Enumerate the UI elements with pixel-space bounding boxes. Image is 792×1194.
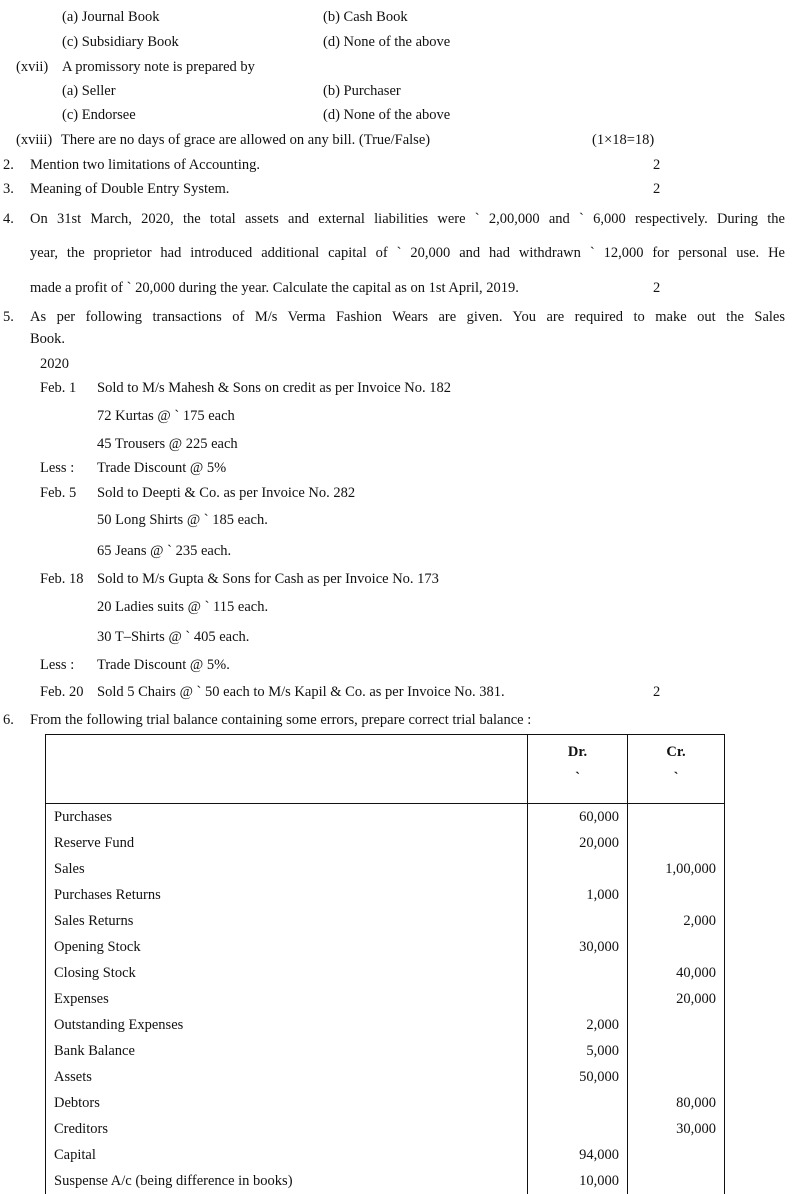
- transactions-year: 2020: [40, 356, 69, 372]
- entry-text: Sold to M/s Gupta & Sons for Cash as per Invoice No. 173: [97, 571, 439, 587]
- dr-amount-cell: [528, 856, 628, 882]
- cr-amount-cell: [628, 1168, 725, 1194]
- account-name-cell: Expenses: [46, 986, 528, 1012]
- entry-text: 72 Kurtas @ ` 175 each: [97, 408, 235, 424]
- cr-amount-cell: 20,000: [628, 986, 725, 1012]
- entry-text: 45 Trousers @ 225 each: [97, 436, 238, 452]
- table-row: [46, 960, 725, 986]
- dr-header: [528, 735, 628, 804]
- table-header-row: [46, 735, 725, 804]
- table-row: [46, 934, 725, 960]
- entry-date: Feb. 20: [40, 684, 84, 700]
- subquestion-number-xviii: (xviii): [16, 132, 53, 148]
- marks-q3: 2: [653, 181, 661, 197]
- marks-q2: 2: [653, 157, 661, 173]
- question-text-6: From the following trial balance containing some errors, prepare correct trial balance :: [30, 712, 532, 728]
- marks-q1: (1×18=18): [592, 132, 655, 148]
- entry-date: Feb. 5: [40, 485, 77, 501]
- account-name-cell: Reserve Fund: [46, 830, 528, 856]
- question-number-4: 4.: [3, 211, 14, 227]
- option-a-journal-book: (a) Journal Book: [62, 9, 160, 25]
- option-c-subsidiary-book: (c) Subsidiary Book: [62, 34, 179, 50]
- dr-currency-unit: `: [575, 770, 580, 786]
- trial-balance-table: [45, 734, 725, 1194]
- cr-amount-cell: [628, 882, 725, 908]
- table-row: [46, 1116, 725, 1142]
- entry-date: Less :: [40, 460, 75, 476]
- cr-currency-unit: `: [673, 770, 679, 786]
- table-row: [46, 830, 725, 856]
- cr-amount-cell: 40,000: [628, 960, 725, 986]
- question-text-5-line-1: As per following transactions of M/s Verma Fashion Wears are given. You are required to make out the Sales: [30, 309, 785, 325]
- table-row: [46, 1038, 725, 1064]
- dr-amount-cell: 20,000: [528, 830, 628, 856]
- cr-amount-cell: [628, 1038, 725, 1064]
- cr-amount-cell: [628, 934, 725, 960]
- table-row: [46, 856, 725, 882]
- dr-amount-cell: 5,000: [528, 1038, 628, 1064]
- entry-text: Trade Discount @ 5%: [97, 460, 227, 476]
- table-row: [46, 1012, 725, 1038]
- cr-amount-cell: [628, 1012, 725, 1038]
- cr-amount-cell: [628, 830, 725, 856]
- dr-amount-cell: [528, 1090, 628, 1116]
- entry-date: Feb. 18: [40, 571, 84, 587]
- account-name-cell: Capital: [46, 1142, 528, 1168]
- option-b-cash-book: (b) Cash Book: [323, 9, 408, 25]
- table-row: [46, 804, 725, 831]
- dr-amount-cell: 30,000: [528, 934, 628, 960]
- option-d-none-2: (d) None of the above: [323, 107, 451, 123]
- account-name-cell: Outstanding Expenses: [46, 1012, 528, 1038]
- account-name-cell: Closing Stock: [46, 960, 528, 986]
- cr-amount-cell: 2,000: [628, 908, 725, 934]
- option-a-seller: (a) Seller: [62, 83, 116, 99]
- dr-amount-cell: [528, 986, 628, 1012]
- cr-amount-cell: 30,000: [628, 1116, 725, 1142]
- marks-q4: 2: [653, 280, 661, 296]
- account-name-cell: Opening Stock: [46, 934, 528, 960]
- question-text-3: Meaning of Double Entry System.: [30, 181, 230, 197]
- dr-amount-cell: [528, 960, 628, 986]
- cr-header: [628, 735, 725, 804]
- dr-amount-cell: 60,000: [528, 804, 628, 831]
- cr-amount-cell: 80,000: [628, 1090, 725, 1116]
- entry-date: Feb. 1: [40, 380, 77, 396]
- account-name-cell: Suspense A/c (being difference in books): [46, 1168, 528, 1194]
- cr-amount-cell: [628, 1064, 725, 1090]
- table-row: [46, 1168, 725, 1194]
- option-d-none: (d) None of the above: [323, 34, 451, 50]
- table-row: [46, 1142, 725, 1168]
- entry-text: 65 Jeans @ ` 235 each.: [97, 543, 232, 559]
- question-text-4-line-2: year, the proprietor had introduced additional capital of ` 20,000 and had withdrawn ` 12,000 for personal use. He: [30, 245, 785, 261]
- entry-text: Sold to M/s Mahesh & Sons on credit as per Invoice No. 182: [97, 380, 452, 396]
- subquestion-text-xvii: A promissory note is prepared by: [62, 59, 255, 75]
- dr-amount-cell: [528, 1116, 628, 1142]
- question-number-2: 2.: [3, 157, 14, 173]
- entry-text: Trade Discount @ 5%.: [97, 657, 230, 673]
- dr-label: Dr.: [567, 744, 588, 760]
- question-text-5-line-2: Book.: [30, 331, 66, 347]
- question-text-4-line-3: made a profit of ` 20,000 during the year. Calculate the capital as on 1st April, 2019.: [30, 280, 519, 296]
- subquestion-text-xviii: There are no days of grace are allowed on any bill. (True/False): [61, 132, 431, 148]
- entry-text: 30 T–Shirts @ ` 405 each.: [97, 629, 250, 645]
- question-number-5: 5.: [3, 309, 14, 325]
- table-row: [46, 986, 725, 1012]
- dr-amount-cell: 2,000: [528, 1012, 628, 1038]
- account-name-cell: Sales: [46, 856, 528, 882]
- option-b-purchaser: (b) Purchaser: [323, 83, 401, 99]
- cr-label: Cr.: [666, 744, 686, 760]
- account-name-cell: Creditors: [46, 1116, 528, 1142]
- entry-date: Less :: [40, 657, 75, 673]
- table-row: [46, 1064, 725, 1090]
- dr-amount-cell: [528, 908, 628, 934]
- subquestion-number-xvii: (xvii): [16, 59, 49, 75]
- account-name-cell: Debtors: [46, 1090, 528, 1116]
- entry-text: 20 Ladies suits @ ` 115 each.: [97, 599, 269, 615]
- account-name-cell: Purchases Returns: [46, 882, 528, 908]
- account-name-cell: Assets: [46, 1064, 528, 1090]
- dr-amount-cell: 94,000: [528, 1142, 628, 1168]
- dr-amount-cell: 1,000: [528, 882, 628, 908]
- question-text-2: Mention two limitations of Accounting.: [30, 157, 260, 173]
- question-number-3: 3.: [3, 181, 14, 197]
- question-text-4-line-1: On 31st March, 2020, the total assets and external liabilities were ` 2,00,000 and ` 6,000 respectively. During the: [30, 211, 785, 227]
- cr-amount-cell: 1,00,000: [628, 856, 725, 882]
- dr-amount-cell: 10,000: [528, 1168, 628, 1194]
- table-row: [46, 908, 725, 934]
- cr-amount-cell: [628, 804, 725, 831]
- marks-q5: 2: [653, 684, 661, 700]
- option-c-endorsee: (c) Endorsee: [62, 107, 136, 123]
- table-row: [46, 882, 725, 908]
- account-name-cell: Purchases: [46, 804, 528, 831]
- account-name-cell: Sales Returns: [46, 908, 528, 934]
- entry-text: Sold 5 Chairs @ ` 50 each to M/s Kapil & Co. as per Invoice No. 381.: [97, 684, 505, 700]
- cr-amount-cell: [628, 1142, 725, 1168]
- dr-amount-cell: 50,000: [528, 1064, 628, 1090]
- entry-text: Sold to Deepti & Co. as per Invoice No. 282: [97, 485, 356, 501]
- entry-text: 50 Long Shirts @ ` 185 each.: [97, 512, 268, 528]
- particulars-header: [46, 735, 528, 804]
- account-name-cell: Bank Balance: [46, 1038, 528, 1064]
- table-row: [46, 1090, 725, 1116]
- question-number-6: 6.: [3, 712, 14, 728]
